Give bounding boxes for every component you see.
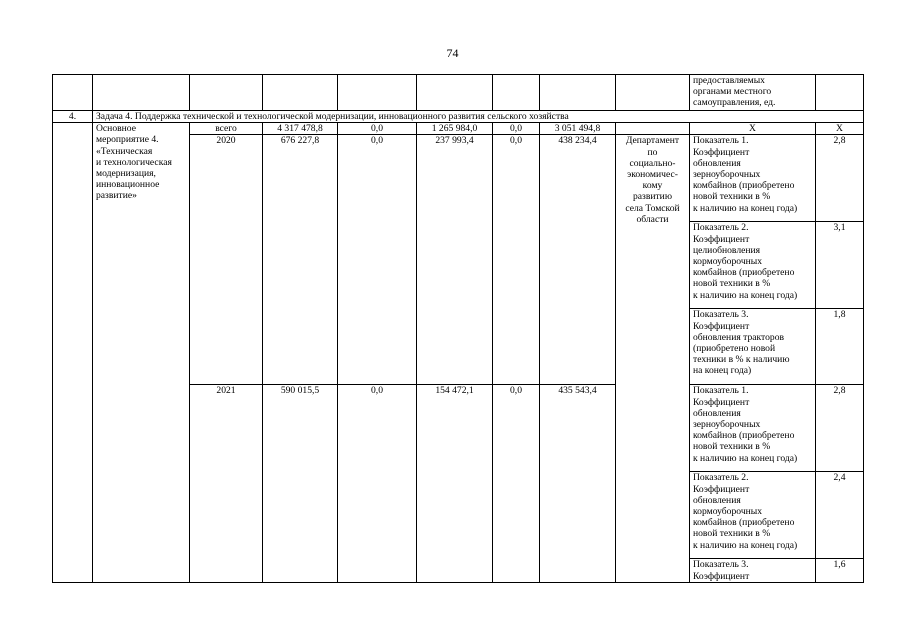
cell-empty <box>263 75 338 111</box>
regional-cell: 154 472,1 <box>417 385 493 583</box>
value-cell: 2,8 <box>816 135 864 222</box>
sum-cell: 4 317 478,8 <box>263 123 338 135</box>
federal-cell: 0,0 <box>338 385 417 583</box>
cell-empty <box>417 75 493 111</box>
sum-cell: 676 227,8 <box>263 135 338 385</box>
indicator-cell: Показатель 3. Коэффициент <box>690 559 816 583</box>
sum-cell: 590 015,5 <box>263 385 338 583</box>
task-row <box>53 111 864 123</box>
local-cell: 0,0 <box>493 123 540 135</box>
cell-empty <box>616 123 690 135</box>
other-cell: 3 051 494,8 <box>540 123 616 135</box>
cell-empty <box>338 75 417 111</box>
other-cell: 438 234,4 <box>540 135 616 385</box>
value-cell: 2,8 <box>816 385 864 472</box>
other-cell: 435 543,4 <box>540 385 616 583</box>
cell-empty <box>540 75 616 111</box>
measure-name: Основное мероприятие 4. «Техническая и технологическая модернизация, инновационное развитие» <box>93 123 190 583</box>
value-cell: 2,4 <box>816 472 864 559</box>
program-table <box>52 74 864 583</box>
indicator-cell: Показатель 1. Коэффициент обновления зерноуборочных комбайнов (приобретено новой техники в % к наличию на конец года) <box>690 385 816 472</box>
total-row <box>53 123 864 135</box>
year-cell: всего <box>190 123 263 135</box>
executor-cell: Департамент по социально- экономичес- кому развитию села Томской области <box>616 135 690 583</box>
federal-cell: 0,0 <box>338 123 417 135</box>
indicator-cell: Показатель 2. Коэффициент обновления кормоуборочных комбайнов (приобретено новой техники в % к наличию на конец года) <box>690 472 816 559</box>
local-cell: 0,0 <box>493 385 540 583</box>
value-cell: 1,6 <box>816 559 864 583</box>
value-cell: 3,1 <box>816 222 864 309</box>
task-title: Задача 4. Поддержка технической и технологической модернизации, инновационного развития сельского хозяйства <box>93 111 864 123</box>
indicator-cell: предоставляемых органами местного самоуправления, ед. <box>690 75 816 111</box>
value-cell: Х <box>816 123 864 135</box>
indicator-cell: Показатель 3. Коэффициент обновления тракторов (приобретено новой техники в % к наличию на конец года) <box>690 309 816 385</box>
cell-empty <box>190 75 263 111</box>
regional-cell: 1 265 984,0 <box>417 123 493 135</box>
cell-empty <box>616 75 690 111</box>
local-cell: 0,0 <box>493 135 540 385</box>
value-cell: 1,8 <box>816 309 864 385</box>
page-number: 74 <box>446 46 459 60</box>
cell-empty <box>816 75 864 111</box>
indicator-cell: Показатель 2. Коэффициент целиобновления кормоуборочных комбайнов (приобретено новой техники в % к наличию на конец года) <box>690 222 816 309</box>
continuation-row <box>53 75 864 111</box>
federal-cell: 0,0 <box>338 135 417 385</box>
cell-empty <box>93 75 190 111</box>
year-cell: 2021 <box>190 385 263 583</box>
cell-empty <box>493 75 540 111</box>
cell-empty <box>53 123 93 583</box>
task-number: 4. <box>53 111 93 123</box>
year-cell: 2020 <box>190 135 263 385</box>
cell-empty <box>53 75 93 111</box>
indicator-cell: Х <box>690 123 816 135</box>
regional-cell: 237 993,4 <box>417 135 493 385</box>
indicator-cell: Показатель 1. Коэффициент обновления зерноуборочных комбайнов (приобретено новой техники в % к наличию на конец года) <box>690 135 816 222</box>
